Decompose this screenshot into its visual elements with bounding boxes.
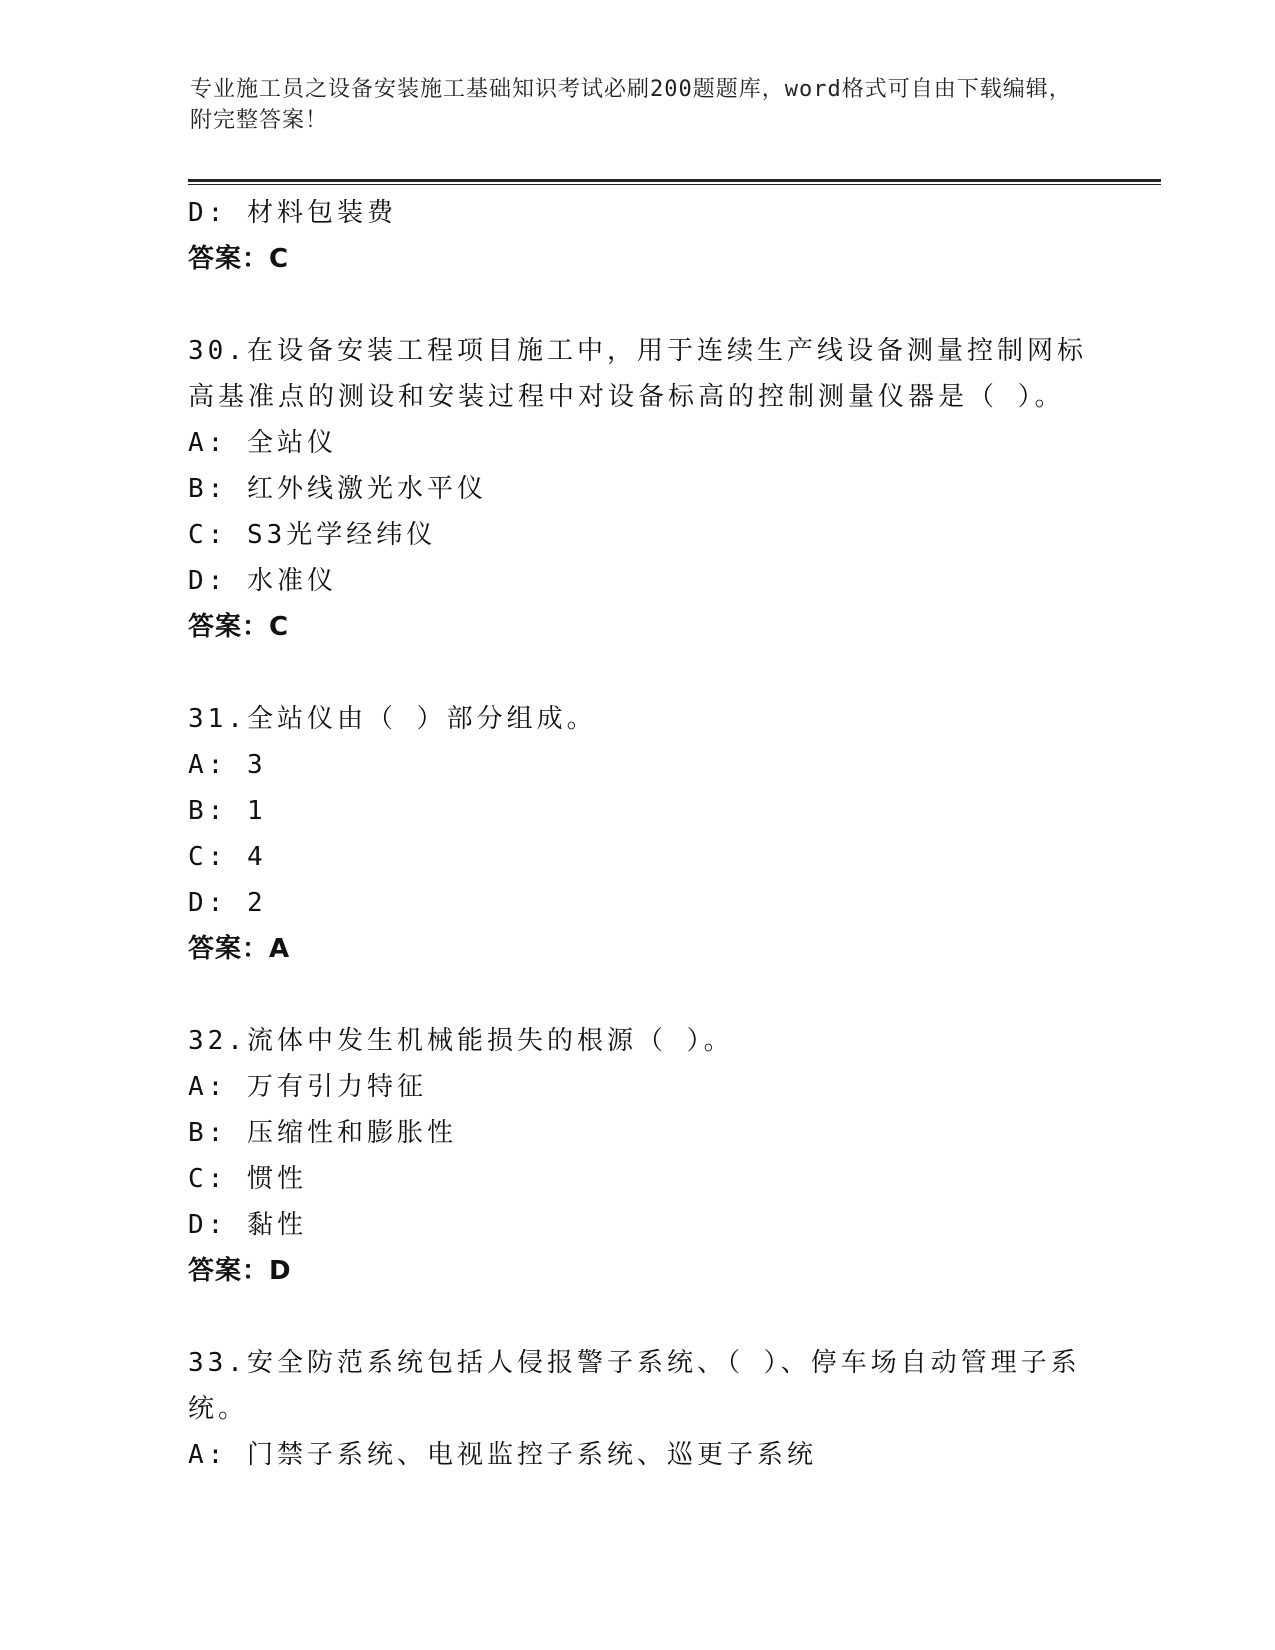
question-32-option-c: C: 惯性 (188, 1164, 307, 1194)
question-32-option-a: A: 万有引力特征 (188, 1072, 427, 1102)
question-31-option-b: B: 1 (188, 796, 267, 826)
question-31-option-a: A: 3 (188, 750, 267, 780)
question-30-option-b: B: 红外线激光水平仪 (188, 474, 487, 504)
question-32-option-d: D: 黏性 (188, 1210, 307, 1240)
prev-option-d: D: 材料包装费 (188, 198, 397, 228)
spacer (188, 282, 1088, 328)
question-31-stem: 31.全站仪由（ ）部分组成。 (188, 704, 597, 734)
question-30-stem: 30.在设备安装工程项目施工中，用于连续生产线设备测量控制网标高基准点的测设和安装过程中对设备标高的控制测量仪器是（ ）。 (188, 336, 1087, 412)
header-divider-thin (188, 184, 1161, 185)
question-30-option-d: D: 水准仪 (188, 566, 337, 596)
question-33-option-a: A: 门禁子系统、电视监控子系统、巡更子系统 (188, 1440, 817, 1470)
spacer (188, 650, 1088, 696)
question-33-stem: 33.安全防范系统包括人侵报警子系统、（ ）、停车场自动管理子系统。 (188, 1348, 1081, 1424)
question-31-option-d: D: 2 (188, 888, 267, 918)
question-32-stem: 32.流体中发生机械能损失的根源（ ）。 (188, 1026, 734, 1056)
question-32-option-b: B: 压缩性和膨胀性 (188, 1118, 457, 1148)
spacer (188, 1294, 1088, 1340)
prev-answer: 答案：C (188, 244, 290, 274)
question-list (188, 190, 1088, 1478)
question-31-option-c: C: 4 (188, 842, 267, 872)
question-32-answer: 答案：D (188, 1256, 292, 1286)
document-header: 专业施工员之设备安装施工基础知识考试必刷200题题库，word格式可自由下载编辑，附完整答案！ (190, 77, 1072, 133)
question-30-option-a: A: 全站仪 (188, 428, 337, 458)
header-divider-thick (188, 179, 1161, 182)
question-30-answer: 答案：C (188, 612, 290, 642)
spacer (188, 972, 1088, 1018)
question-31-answer: 答案：A (188, 934, 291, 964)
question-30-option-c: C: S3光学经纬仪 (188, 520, 437, 550)
